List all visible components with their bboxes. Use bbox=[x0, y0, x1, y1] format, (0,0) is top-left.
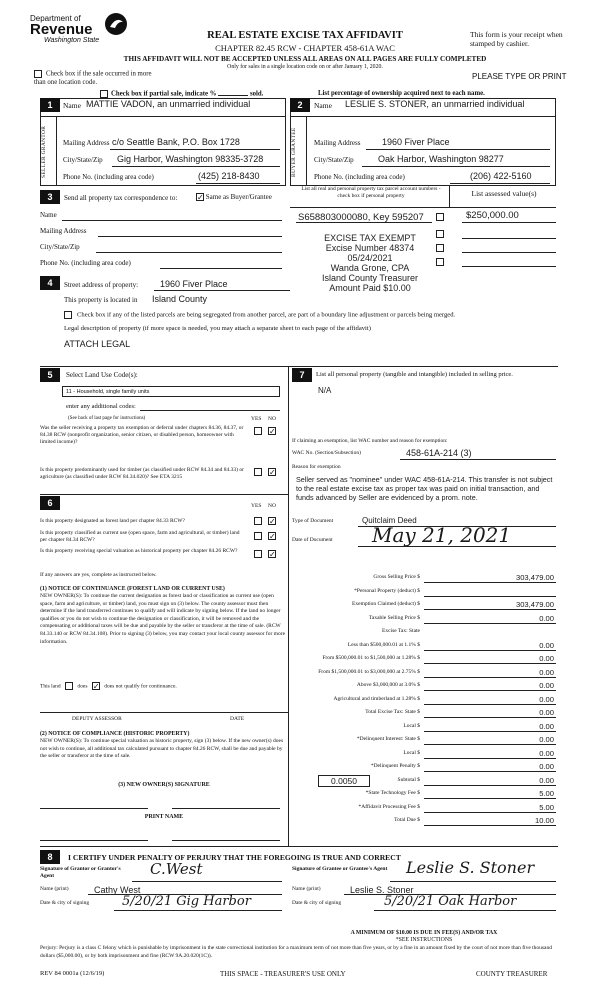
tax-row-line bbox=[424, 690, 556, 691]
tax-row-value[interactable]: 0.00 bbox=[539, 654, 554, 663]
historic-question: Is this property receiving special valuation as historical property per chapter 84.26 RCW? bbox=[40, 548, 238, 554]
does-not-qualify-checkbox[interactable]: ✓ bbox=[92, 682, 100, 691]
seller-side-label: SELLER GRANTOR bbox=[41, 125, 47, 179]
assessed-line-3 bbox=[462, 252, 556, 253]
this-land-label: This land bbox=[40, 683, 61, 690]
buyer-phone[interactable]: (206) 422-5160 bbox=[470, 171, 532, 181]
seller-city[interactable]: Gig Harbor, Washington 98335-3728 bbox=[117, 154, 264, 164]
column-divider bbox=[288, 366, 289, 846]
wac-label: WAC No. (Section/Subsection) bbox=[292, 450, 361, 456]
doc-date[interactable]: May 21, 2021 bbox=[372, 523, 512, 547]
correspondence-city-label: City/State/Zip bbox=[40, 243, 80, 251]
assessed-line-2 bbox=[462, 238, 556, 239]
county-treasurer-label: COUNTY TREASURER bbox=[476, 970, 548, 978]
parcel-header: List all real and personal property tax parcel account numbers - check box if personal property bbox=[301, 186, 441, 199]
section-6-yes: YES bbox=[251, 503, 262, 509]
tax-row-value[interactable]: 303,479.00 bbox=[515, 573, 554, 582]
form-subtitle: CHAPTER 82.45 RCW - CHAPTER 458-61A WAC bbox=[215, 43, 395, 53]
form-warning: THIS AFFIDAVIT WILL NOT BE ACCEPTED UNLESS ALL AREAS ON ALL PAGES ARE FULLY COMPLETED bbox=[123, 55, 487, 63]
additional-codes-label: enter any additional codes: bbox=[66, 403, 136, 410]
form-revision: REV 84 0001a (12/6/19) bbox=[40, 970, 105, 977]
grantee-name-label: Name (print) bbox=[292, 886, 321, 892]
section-4-number: 4 bbox=[40, 276, 60, 290]
multi-location-label: Check box if the sale occurred in more than one location code. bbox=[34, 70, 152, 86]
tax-row-label: Taxable Selling Price $ bbox=[368, 614, 420, 621]
tax-row-line bbox=[424, 582, 556, 583]
segregated-label: Check box if any of the listed parcels are being segregated from another parcel, are part of a boundary line adjustment or parcels being merged. bbox=[77, 311, 456, 319]
correspondence-name-label: Name bbox=[40, 211, 57, 219]
tax-row-line bbox=[424, 596, 556, 597]
tax-row-label: Excise Tax: State bbox=[381, 628, 420, 634]
section-1-number: 1 bbox=[40, 98, 60, 112]
treasurer-space-label: THIS SPACE - TREASURER'S USE ONLY bbox=[220, 970, 346, 978]
buyer-phone-label: Phone No. (including area code) bbox=[314, 173, 405, 181]
tax-row-value[interactable]: 0.00 bbox=[539, 640, 554, 650]
partial-sale-row bbox=[100, 90, 263, 98]
exemption-claim-label: If claiming an exemption, list WAC number and reason for exemption: bbox=[292, 438, 448, 444]
tax-row-line bbox=[424, 650, 556, 651]
seller-city-label: City/State/Zip bbox=[63, 156, 103, 164]
grantor-name[interactable]: Cathy West bbox=[94, 885, 141, 895]
correspondence-name-field[interactable] bbox=[62, 220, 282, 221]
same-as-buyer-row bbox=[196, 193, 272, 201]
parcel-header-line bbox=[290, 207, 556, 208]
seller-city-line bbox=[112, 166, 280, 167]
notice-2-title: (2) NOTICE OF COMPLIANCE (HISTORIC PROPERTY) bbox=[40, 731, 190, 737]
tax-row-label: Subtotal $ bbox=[397, 776, 420, 783]
percent-ownership-note: List percentage of ownership acquired next to each name. bbox=[318, 90, 485, 97]
form-title: REAL ESTATE EXCISE TAX AFFIDAVIT bbox=[207, 30, 403, 41]
deputy-date-label: DATE bbox=[230, 716, 245, 722]
tax-row-label: From $1,500,000.01 to $3,000,000 at 2.75% $ bbox=[318, 668, 420, 675]
grantee-date-line bbox=[374, 910, 556, 911]
tax-row-value[interactable]: 303,479.00 bbox=[515, 600, 554, 609]
tax-row-value[interactable]: 0.00 bbox=[539, 721, 554, 731]
tax-row-value[interactable]: 0.00 bbox=[539, 775, 554, 785]
located-label: This property is located in bbox=[64, 296, 138, 304]
tax-row-line bbox=[424, 785, 556, 786]
seller-mailing-line bbox=[110, 149, 280, 150]
tax-row-line bbox=[424, 677, 556, 678]
tax-row-value[interactable]: 5.00 bbox=[539, 789, 554, 798]
tax-row-line bbox=[424, 623, 556, 624]
print-name-line-2[interactable] bbox=[172, 840, 280, 841]
partial-sale-label: Check box if partial sale, indicate % bbox=[111, 90, 217, 98]
seller-mailing-label: Mailing Address bbox=[63, 139, 110, 147]
legal-description[interactable]: ATTACH LEGAL bbox=[64, 339, 131, 349]
timber-no-checkbox[interactable]: ✓ bbox=[269, 468, 276, 477]
timber-question: Is this property predominantly used for timber (as classified under RCW 84.34 and 84.33) or agriculture (as classified under RCW 84.34.020)? See ETA 3215 bbox=[40, 467, 244, 480]
wac-line bbox=[400, 459, 556, 460]
does-not-label: does not qualify for continuance. bbox=[104, 683, 177, 690]
historic-yes-checkbox[interactable] bbox=[254, 550, 262, 558]
timber-yes-checkbox[interactable] bbox=[254, 468, 262, 476]
see-instructions-note: *SEE INSTRUCTIONS bbox=[395, 937, 453, 943]
print-name-line-1[interactable] bbox=[40, 840, 148, 841]
reason-label: Reason for exemption bbox=[292, 464, 341, 470]
street-line bbox=[154, 290, 290, 291]
seller-name[interactable]: MATTIE VADON, an unmarried individual bbox=[86, 99, 251, 109]
grantee-signature-label: Signature of Grantee or Grantee's Agent bbox=[292, 866, 388, 872]
assessed-header: List assessed value(s) bbox=[471, 189, 537, 198]
forest-no-checkbox[interactable]: ✓ bbox=[269, 517, 276, 526]
forest-question: Is this property designated as forest land per chapter 84.33 RCW? bbox=[40, 518, 185, 524]
section-5-number: 5 bbox=[40, 368, 60, 382]
notice-1-title: (1) NOTICE OF CONTINUANCE (FOREST LAND OR CURRENT USE) bbox=[40, 586, 225, 592]
grantor-signature-line bbox=[132, 881, 282, 882]
does-qualify-checkbox[interactable] bbox=[65, 682, 73, 690]
street-label: Street address of property: bbox=[64, 281, 139, 289]
assessed-line-1 bbox=[462, 222, 556, 223]
grantor-signature[interactable]: C.West bbox=[150, 860, 203, 878]
receipt-note: This form is your receipt when stamped by cashier. bbox=[470, 30, 563, 48]
print-name-label: PRINT NAME bbox=[144, 814, 184, 820]
current-use-question: Is this property classified as current use (open space, farm and agricultural, or timber) land per chapter 84.34 RCW? bbox=[40, 530, 240, 543]
tax-row-label: Agricultural and timberland at 1.28% $ bbox=[333, 695, 420, 702]
buyer-name[interactable]: LESLIE S. STONER, an unmarried individual bbox=[345, 99, 525, 109]
current-use-no-checkbox[interactable]: ✓ bbox=[269, 532, 276, 541]
grantor-date-line bbox=[114, 910, 282, 911]
personal-property-label: List all personal property (tangible and intangible) included in selling price. bbox=[316, 371, 513, 378]
legal-label: Legal description of property (if more space is needed, you may attach a separate sheet to each page of the affidavit) bbox=[64, 325, 371, 332]
does-label: does bbox=[77, 683, 88, 690]
buyer-phone-line bbox=[450, 183, 550, 184]
grantor-date-label: Date & city of signing bbox=[40, 900, 90, 906]
tax-row-label: Gross Selling Price $ bbox=[373, 574, 420, 580]
tax-row-value[interactable]: 0.00 bbox=[539, 681, 554, 690]
tax-row-value[interactable]: 0.00 bbox=[539, 667, 554, 677]
buyer-side-divider bbox=[306, 116, 307, 186]
parcel-line-1 bbox=[296, 222, 432, 223]
seller-divider bbox=[40, 116, 286, 117]
buyer-name-label: Name bbox=[314, 101, 332, 110]
tax-row-line bbox=[424, 731, 556, 732]
stamp-line-2: Excise Number 48374 bbox=[325, 243, 415, 253]
historic-no-checkbox[interactable]: ✓ bbox=[269, 550, 276, 559]
seller-mailing[interactable]: c/o Seattle Bank, P.O. Box 1728 bbox=[112, 137, 240, 147]
tax-row-label: *Delinquent Interest: State $ bbox=[356, 736, 420, 742]
tax-row-value[interactable]: 0.00 bbox=[539, 694, 554, 704]
new-owner-signature-line-1[interactable] bbox=[40, 808, 148, 809]
continuance-row bbox=[40, 682, 177, 690]
partial-sale-percent[interactable] bbox=[218, 95, 248, 96]
parcel-personal-checkbox-2[interactable] bbox=[436, 230, 444, 238]
segregated-checkbox[interactable] bbox=[64, 311, 72, 319]
tax-row-label: Local $ bbox=[403, 749, 420, 756]
doc-type-label: Type of Document bbox=[292, 518, 334, 524]
buyer-city[interactable]: Oak Harbor, Washington 98277 bbox=[378, 154, 504, 164]
section-3-number: 3 bbox=[40, 190, 60, 204]
assessed-value[interactable]: $250,000.00 bbox=[466, 210, 519, 221]
grantee-date-label: Date & city of signing bbox=[292, 900, 342, 906]
doc-date-line bbox=[358, 546, 556, 547]
tax-row-line bbox=[424, 771, 556, 772]
tax-row-label: *Delinquent Penalty $ bbox=[370, 763, 420, 769]
forest-yes-checkbox[interactable] bbox=[254, 517, 262, 525]
section-7-top bbox=[288, 366, 558, 367]
tax-row-line bbox=[424, 717, 556, 718]
exemption-no-checkbox[interactable]: ✓ bbox=[269, 427, 276, 436]
excise-exempt-stamp bbox=[312, 233, 428, 293]
land-use-label: Select Land Use Code(s): bbox=[66, 371, 138, 379]
buyer-divider bbox=[290, 116, 556, 117]
wac-number[interactable]: 458-61A-214 (3) bbox=[406, 448, 472, 458]
certify-statement: I CERTIFY UNDER PENALTY OF PERJURY THAT THE FOREGOING IS TRUE AND CORRECT bbox=[68, 853, 401, 862]
tax-row-value[interactable]: 5.00 bbox=[539, 802, 554, 812]
minimum-due-note: A MINIMUM OF $10.00 IS DUE IN FEE(S) AND/OR TAX bbox=[350, 930, 498, 936]
buyer-city-label: City/State/Zip bbox=[314, 156, 354, 164]
agency-line1: Department of bbox=[30, 14, 81, 23]
stamp-line-1: EXCISE TAX EXEMPT bbox=[324, 233, 416, 243]
grantee-date-city[interactable]: 5/20/21 Oak Harbor bbox=[384, 894, 517, 909]
doc-type[interactable]: Quitclaim Deed bbox=[362, 516, 417, 525]
tax-row-value[interactable]: 0.00 bbox=[539, 735, 554, 744]
doc-date-label: Date of Document bbox=[292, 537, 333, 543]
parcel-personal-checkbox-1[interactable] bbox=[436, 213, 444, 221]
tax-row-value[interactable]: 10.00 bbox=[534, 816, 554, 825]
tax-row-line bbox=[424, 758, 556, 759]
local-rate[interactable]: 0.0050 bbox=[318, 775, 370, 787]
exemption-question: Was the seller receiving a property tax exemption or deferral under chapters 84.36, 84.37, or 84.38 RCW (nonprofit organization, senior citizen, or disabled person, homeowner with limited income)? bbox=[40, 425, 244, 445]
tax-row-value[interactable]: 0.00 bbox=[539, 708, 554, 717]
tax-row-label: Total Due $ bbox=[394, 817, 420, 823]
notice-2-body: NEW OWNER(S): To continue special valuation as historic property, sign (3) below. If the new owner(s) does not wish to continue, all additional tax calculated pursuant to chapter 84.26 RCW, shall be due and payable by the seller or transferor at the time of sale. bbox=[40, 738, 284, 760]
parcel-personal-checkbox-3[interactable] bbox=[436, 244, 444, 252]
section-6-number: 6 bbox=[40, 496, 60, 510]
parcel-number[interactable]: S658803000080, Key 595207 bbox=[298, 212, 424, 223]
grantor-signature-label: Signature of Grantor or Grantor's Agent bbox=[40, 866, 121, 879]
parcel-personal-checkbox-4[interactable] bbox=[436, 258, 444, 266]
current-use-yes-checkbox[interactable] bbox=[254, 532, 262, 540]
tax-row-label: *State Technology Fee $ bbox=[365, 790, 420, 796]
correspondence-city-field[interactable] bbox=[96, 252, 282, 253]
street-address[interactable]: 1960 Fiver Place bbox=[160, 279, 228, 289]
section-2-number: 2 bbox=[290, 98, 310, 112]
section-5-no: NO bbox=[268, 416, 276, 422]
stamp-line-3: 05/24/2021 bbox=[347, 253, 393, 263]
grantee-signature[interactable]: Leslie S. Stoner bbox=[406, 858, 535, 877]
correspondence-phone-field[interactable] bbox=[160, 268, 282, 269]
tax-row-value[interactable]: 0.00 bbox=[539, 613, 554, 623]
same-as-buyer-checkbox[interactable]: ✓ bbox=[197, 193, 204, 203]
stamp-line-4: Wanda Grone, CPA bbox=[330, 263, 410, 273]
agency-line2: Revenue bbox=[30, 21, 93, 38]
seller-side-divider bbox=[56, 116, 57, 186]
section-5-yes: YES bbox=[251, 416, 262, 422]
personal-property-value[interactable]: N/A bbox=[318, 386, 332, 395]
grantee-name[interactable]: Leslie S. Stoner bbox=[350, 885, 414, 895]
section-8-top bbox=[40, 846, 558, 847]
tax-row-label: Local $ bbox=[403, 722, 420, 729]
tax-row-line bbox=[424, 798, 556, 799]
correspondence-mailing-field[interactable] bbox=[98, 236, 282, 237]
new-owner-signature-line-2[interactable] bbox=[172, 808, 280, 809]
tax-row-label: Less than $500,000.01 at 1.1% $ bbox=[347, 641, 420, 648]
stamp-line-5: Island County Treasurer bbox=[321, 273, 419, 283]
tax-row-line bbox=[424, 704, 556, 705]
if-yes-note: If any answers are yes, complete as instructed below. bbox=[40, 572, 157, 578]
agency-line3: Washington State bbox=[44, 37, 100, 44]
tax-row-label: Above $3,000,000 at 3.0% $ bbox=[356, 682, 420, 688]
section-5-top bbox=[40, 366, 288, 367]
buyer-mailing-label: Mailing Address bbox=[314, 139, 361, 147]
tax-row-line bbox=[424, 744, 556, 745]
only-for-note: Only for sales in a single location code on or after January 1, 2020. bbox=[227, 64, 383, 70]
section-7-number: 7 bbox=[292, 368, 312, 382]
buyer-side-label: BUYER GRANTEE bbox=[291, 127, 297, 177]
located-county[interactable]: Island County bbox=[152, 294, 208, 304]
exemption-reason[interactable]: Seller served as "nominee" under WAC 458-61A-214. This transfer is not subject to the real estate excise tax as proper tax was paid on initial transaction, and funds advanced by Seller are evidenced by a prom. note. bbox=[296, 475, 553, 502]
sold-label: sold. bbox=[249, 90, 264, 98]
parcel-header-divider bbox=[449, 186, 450, 208]
seller-phone-label: Phone No. (including area code) bbox=[63, 173, 154, 181]
assessed-line-4 bbox=[462, 266, 556, 267]
section-8-number: 8 bbox=[40, 850, 60, 864]
partial-sale-checkbox[interactable] bbox=[100, 90, 108, 98]
grantor-name-label: Name (print) bbox=[40, 886, 69, 892]
land-use-select[interactable]: 11 - Household, single family units bbox=[62, 386, 280, 397]
tax-row-value[interactable]: 0.00 bbox=[539, 748, 554, 758]
tax-row-line bbox=[424, 663, 556, 664]
type-or-print: PLEASE TYPE OR PRINT bbox=[472, 72, 567, 81]
additional-codes-field[interactable] bbox=[140, 410, 280, 411]
stamp-line-6: Amount Paid $10.00 bbox=[329, 283, 411, 293]
tax-row-label: *Personal Property (deduct) $ bbox=[354, 587, 420, 594]
grantee-signature-line bbox=[390, 881, 556, 882]
tax-row-line bbox=[424, 609, 556, 610]
segregated-row bbox=[64, 311, 455, 319]
buyer-mailing[interactable]: 1960 Fiver Place bbox=[382, 137, 450, 147]
tax-row-line bbox=[424, 812, 556, 813]
multi-location-row bbox=[34, 70, 154, 87]
grantor-date-city[interactable]: 5/20/21 Gig Harbor bbox=[122, 894, 251, 909]
send-correspondence-label: Send all property tax correspondence to: bbox=[64, 194, 178, 202]
correspondence-phone-label: Phone No. (including area code) bbox=[40, 259, 131, 267]
buyer-mailing-line bbox=[366, 149, 550, 150]
deputy-assessor-label: DEPUTY ASSESSOR bbox=[72, 716, 122, 722]
revenue-logo-icon bbox=[104, 12, 128, 36]
multi-location-checkbox[interactable] bbox=[34, 70, 42, 78]
section-6-top bbox=[40, 494, 288, 495]
notice-1-body: NEW OWNER(S): To continue the current designation as forest land or classification as current use (open space, farm and agriculture, or timber) land, you must sign on (3) below. The county assessor must then determine if the land transferred continues to qualify and will indicate by signing below. If the land no longer qualifies or you do not wish to continue the designation or classification, it will be removed and the compensating or additional taxes will be due and payable by the seller or transferor at the time of sale. (RCW 84.33.140 or RCW 84.34.108). Prior to signing (3) below, you may contact your local county assessor for more information. bbox=[40, 593, 286, 645]
section-6-no: NO bbox=[268, 503, 276, 509]
tax-row-label: Total Excise Tax: State $ bbox=[365, 709, 420, 715]
seller-phone-line bbox=[196, 183, 280, 184]
deputy-signature-line[interactable] bbox=[40, 712, 288, 713]
see-back-note: (See back of last page for instructions) bbox=[68, 416, 146, 421]
tax-row-value[interactable]: 0.00 bbox=[539, 762, 554, 771]
tax-row-label: Exemption Claimed (deduct) $ bbox=[352, 601, 420, 607]
buyer-city-line bbox=[362, 166, 550, 167]
seller-name-label: Name bbox=[63, 101, 81, 110]
tax-row-label: *Affidavit Processing Fee $ bbox=[358, 803, 420, 810]
new-owner-signature-label: (3) NEW OWNER(S) SIGNATURE bbox=[118, 782, 210, 788]
same-as-buyer-label: Same as Buyer/Grantee bbox=[205, 193, 272, 201]
correspondence-mailing-label: Mailing Address bbox=[40, 227, 87, 235]
perjury-notice: Perjury: Perjury is a class C felony which is punishable by imprisonment in the state correctional institution for a maximum term of not more than five years, or by a fine in an amount fixed by the court of not more than five thousand dollars ($5,000.00), or by both imprisonment and fine (RCW 9A.20.020(1C)). bbox=[40, 945, 552, 959]
exemption-yes-checkbox[interactable] bbox=[254, 427, 262, 435]
tax-row-line bbox=[424, 825, 556, 826]
seller-phone[interactable]: (425) 218-8430 bbox=[198, 171, 260, 181]
tax-row-label: From $500,000.01 to $1,500,000 at 1.28% $ bbox=[322, 655, 420, 661]
